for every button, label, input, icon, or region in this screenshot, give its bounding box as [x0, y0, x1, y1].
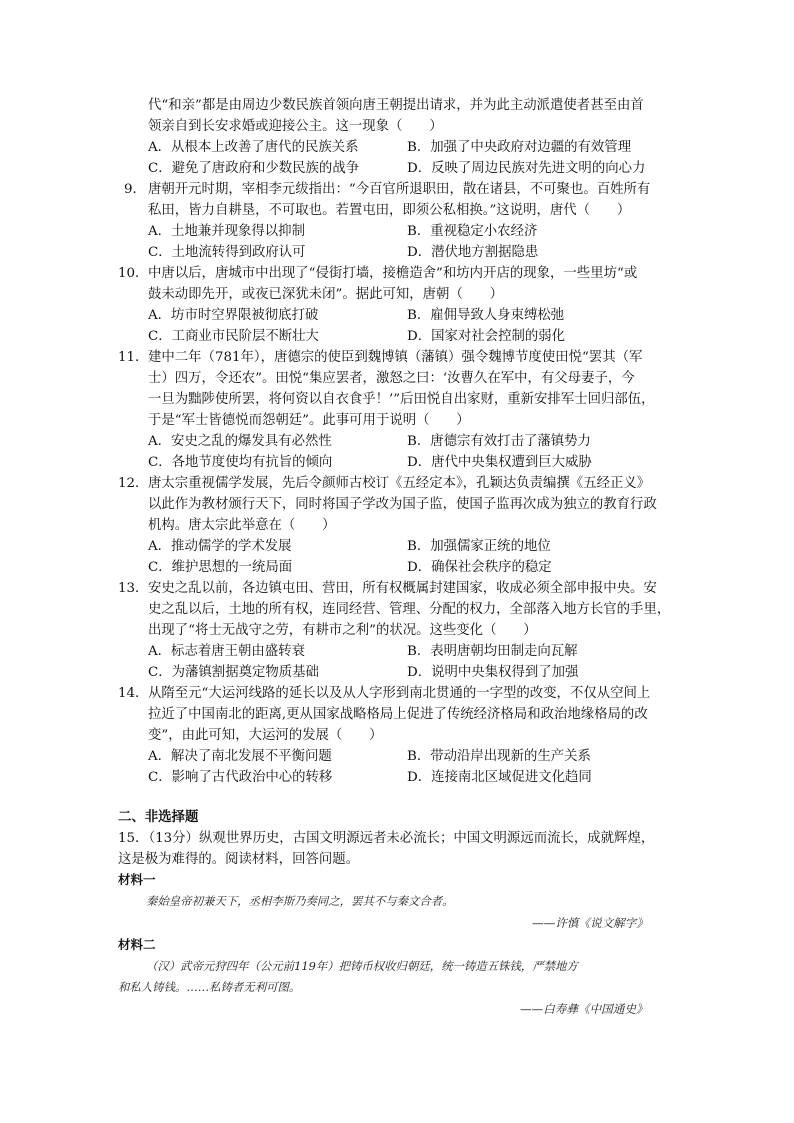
material-2-line-1: （汉）武帝元狩四年（公元前119年）把铸币权收归朝廷，统一铸造五铢钱，严禁地方: [146, 959, 578, 973]
q9-option-a: A．土地兼并现象得以抑制: [148, 224, 305, 239]
q10-line-2: 鼓未动即先开，或夜已深犹未闭”。据此可知，唐朝（ ）: [148, 287, 503, 302]
q15-line-2: 这是极为难得的。阅读材料，回答问题。: [118, 852, 360, 867]
material-2-label: 材料二: [118, 937, 156, 952]
q11-line-3: 一旦为黜陟使所罢，将何资以自衣食乎！’”后田悦自出家财，重新安排军士回归部伍，: [148, 392, 655, 407]
q9-number: 9．: [124, 182, 146, 197]
q8-line-1: 代“和亲”都是由周边少数民族首领向唐王朝提出请求，并为此主动派遣使者甚至由首: [148, 98, 644, 113]
q10-line-1: 中唐以后，唐城市中出现了“侵街打墙，接檐造舍”和坊内开店的现象，一些里坊“或: [148, 266, 638, 281]
q9-option-c: C．土地流转得到政府认可: [148, 245, 306, 260]
q8-option-b: B．加强了中央政府对边疆的有效管理: [407, 140, 632, 155]
material-1-text: 秦始皇帝初兼天下，丞相李斯乃奏同之，罢其不与秦文合者。: [146, 894, 454, 908]
material-2-source: ——白寿彝《中国通史》: [520, 1002, 648, 1016]
q14-option-a: A．解决了南北发展不平衡问题: [148, 749, 332, 764]
q13-option-b: B．表明唐朝均田制走向瓦解: [407, 644, 578, 659]
q11-option-a: A．安史之乱的爆发具有必然性: [148, 434, 332, 449]
q12-line-1: 唐太宗重视儒学发展，先后令颜师古校订《五经定本》，孔颖达负责编撰《五经正义》: [148, 476, 651, 491]
q13-line-1: 安史之乱以前，各边镇屯田、营田，所有权概属封建国家，收成必须全部申报中央。安: [148, 581, 657, 596]
q13-number: 13．: [118, 581, 149, 596]
q8-option-a: A．从根本上改善了唐代的民族关系: [148, 140, 359, 155]
q13-line-2: 史之乱以后，土地的所有权，连同经营、管理、分配的权力，全部落入地方长官的手里，: [148, 602, 671, 617]
material-1-label: 材料一: [118, 872, 156, 887]
q11-option-c: C．各地节度使均有抗旨的倾向: [148, 455, 333, 470]
q14-number: 14．: [118, 686, 149, 701]
q12-option-a: A．推动儒学的学术发展: [148, 539, 292, 554]
q11-option-d: D．唐代中央集权遭到巨大威胁: [407, 455, 592, 470]
q10-option-b: B．雇佣导致人身束缚松弛: [407, 308, 565, 323]
q11-line-4: 于是“军士皆德悦而怨朝廷”。此事可用于说明（ ）: [148, 413, 470, 428]
q12-line-2: 以此作为教材颁行天下，同时将国子学改为国子监，使国子监再次成为独立的教育行政: [148, 497, 657, 512]
q9-option-b: B．重视稳定小农经济: [407, 224, 538, 239]
q12-option-b: B．加强儒家正统的地位: [407, 539, 551, 554]
q11-line-2: 士）四万，令还农”。田悦“集应罢者，激怒之曰：‘汝曹久在军中，有父母妻子，今: [148, 371, 635, 386]
q14-option-b: B．带动沿岸出现新的生产关系: [407, 749, 591, 764]
q11-line-1: 建中二年（781年），唐德宗的使臣到魏博镇（藩镇）强令魏博节度使田悦“罢其（军: [148, 350, 643, 365]
q13-option-c: C．为藩镇割据奠定物质基础: [148, 665, 319, 680]
q11-option-b: B．唐德宗有效打击了藩镇势力: [407, 434, 591, 449]
q14-option-d: D．连接南北区域促进文化趋同: [407, 770, 592, 785]
q13-option-d: D．说明中央集权得到了加强: [407, 665, 579, 680]
q15-line-1: 15．（13分）纵观世界历史，古国文明源远者未必流长；中国文明源远而流长，成就辉煌，: [118, 831, 655, 846]
q10-option-c: C．工商业市民阶层不断壮大: [148, 329, 319, 344]
q12-option-d: D．确保社会秩序的稳定: [407, 560, 552, 575]
q8-option-d: D．反映了周边民族对先进文明的向心力: [407, 161, 646, 176]
q12-option-c: C．维护思想的一统局面: [148, 560, 293, 575]
q11-number: 11．: [118, 350, 149, 365]
q10-number: 10．: [118, 266, 149, 281]
q14-option-c: C．影响了古代政治中心的转移: [148, 770, 333, 785]
q10-option-a: A．坊市时空界限被彻底打破: [148, 308, 319, 323]
q8-line-2: 领亲自到长安求婚或迎接公主。这一现象（ ）: [148, 119, 443, 134]
q14-line-1: 从隋至元“大运河线路的延长以及从人字形到南北贯通的一字型的改变，不仅从空间上: [148, 686, 651, 701]
q9-option-d: D．潜伏地方割据隐患: [407, 245, 539, 260]
material-1-source: ——许慎《说文解字》: [532, 916, 648, 930]
q14-line-2: 拉近了中国南北的距离,更从国家战略格局上促进了传统经济格局和政治地缘格局的改: [148, 707, 648, 722]
section-title: 二、非选择题: [118, 809, 199, 825]
q9-line-2: 私田，皆力自耕垦，不可取也。若置屯田，即须公私相换。”这说明，唐代（ ）: [148, 203, 631, 218]
q9-line-1: 唐朝开元时期，宰相李元绂指出：“今百官所退职田，散在诸县，不可聚也。百姓所有: [148, 182, 651, 197]
material-2-line-2: 和私人铸钱。……私铸者无利可图。: [118, 980, 301, 994]
q13-option-a: A．标志着唐王朝由盛转衰: [148, 644, 305, 659]
q12-line-3: 机构。唐太宗此举意在（ ）: [148, 518, 336, 533]
q10-option-d: D．国家对社会控制的弱化: [407, 329, 566, 344]
q13-line-3: 出现了“将士无战守之劳，有耕市之利”的状况。这些变化（ ）: [148, 623, 537, 638]
q8-option-c: C．避免了唐政府和少数民族的战争: [148, 161, 360, 176]
q14-line-3: 变”，由此可知，大运河的发展（ ）: [148, 728, 383, 743]
q12-number: 12．: [118, 476, 149, 491]
